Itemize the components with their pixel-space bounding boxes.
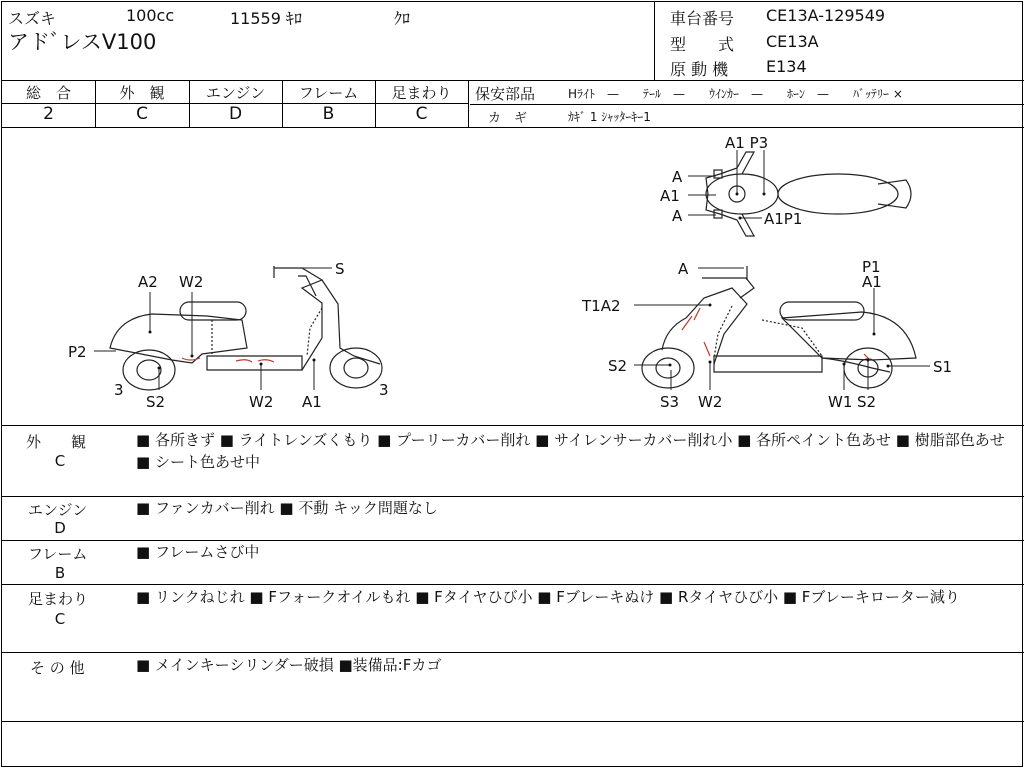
- type-value: CE13A: [766, 32, 819, 51]
- label-top-A-lower: A: [672, 207, 683, 225]
- displacement: 100cc: [126, 6, 175, 25]
- label-right-W2: W2: [698, 393, 723, 411]
- inspection-sheet: [1, 1, 1023, 767]
- label-left-A2: A2: [138, 273, 158, 291]
- mileage: 11559 ｷﾛ: [230, 9, 302, 28]
- section-line: [2, 652, 1024, 653]
- frame-grade: B: [322, 104, 335, 124]
- frame-section-grade: B: [54, 564, 66, 582]
- label-right-S2b: S2: [857, 393, 877, 411]
- safety-items: Hﾗｲﾄ — ﾃｰﾙ — ｳｲﾝｶｰ — ﾎｰﾝ — ﾊﾞｯﾃﾘｰ ×: [568, 87, 903, 101]
- exterior-grade-label: 外 観: [119, 84, 165, 102]
- label-top-A1P3: A1 P3: [725, 134, 769, 152]
- damage-marks: [182, 308, 870, 362]
- key-label: カ ギ: [488, 111, 528, 126]
- header-divider: [654, 2, 655, 80]
- label-right-P1: P1: [862, 258, 881, 276]
- engine-grade: D: [228, 104, 243, 124]
- label-left-S2: S2: [146, 393, 166, 411]
- leader-lines: [94, 150, 930, 390]
- label-right-A: A: [678, 260, 689, 278]
- diagram-bottom-line: [2, 425, 1024, 426]
- exterior-grade: C: [136, 104, 148, 124]
- suspension-section-body: ■ リンクねじれ ■ Fフォークオイルもれ ■ Fタイヤひび小 ■ Fブレーキぬけ ■ Rタイヤひび小 ■ Fブレーキローター減り: [136, 588, 960, 606]
- label-right-T1A2: T1A2: [582, 297, 621, 315]
- damage-diagram: [2, 128, 1022, 424]
- grade-divider: [468, 80, 469, 127]
- overall-grade-label: 総 合: [25, 84, 71, 102]
- label-left-S: S: [335, 260, 345, 278]
- label-right-W1: W1: [828, 393, 853, 411]
- engine-section-body: ■ ファンカバー削れ ■ 不動 キック問題なし: [136, 499, 438, 517]
- overall-grade: 2: [43, 104, 54, 124]
- safety-mid-line: [470, 104, 1024, 105]
- safety-label: 保安部品: [475, 85, 536, 103]
- suspension-grade: C: [415, 104, 428, 124]
- label-top-A1P1: A1P1: [764, 210, 803, 228]
- suspension-section-title: 足まわり: [28, 590, 89, 608]
- engine-section-title: エンジン: [28, 501, 88, 519]
- label-left-W2b: W2: [249, 393, 274, 411]
- type-label: 型 式: [670, 35, 735, 54]
- label-top-A1: A1: [660, 187, 680, 205]
- suspension-section-grade: C: [54, 610, 66, 628]
- label-left-A1: A1: [302, 393, 322, 411]
- label-left-W2: W2: [179, 273, 204, 291]
- label-right-S2: S2: [608, 357, 628, 375]
- engine-type-value: E134: [766, 57, 807, 76]
- color: ｸﾛ: [394, 9, 411, 28]
- label-left-3b: 3: [379, 381, 389, 399]
- engine-grade-label: エンジン: [205, 84, 266, 102]
- engine-section-grade: D: [54, 519, 66, 537]
- label-right-A1: A1: [862, 273, 882, 291]
- other-section-body: ■ メインキーシリンダー破損 ■装備品:Fカゴ: [136, 656, 442, 674]
- label-right-S1: S1: [933, 358, 953, 376]
- suspension-grade-label: 足まわり: [391, 84, 452, 102]
- label-left-P2: P2: [68, 343, 87, 361]
- exterior-section-body: ■ 各所きず ■ ライトレンズくもり ■ プーリーカバー削れ ■ サイレンサーカバー削れ小 ■ 各所ペイント色あせ ■ 樹脂部色あせ ■ シート色あせ中: [136, 431, 1005, 471]
- maker: スズキ: [8, 9, 57, 28]
- section-line: [2, 721, 1024, 722]
- frame-no: CE13A-129549: [766, 6, 886, 25]
- exterior-section-grade: C: [54, 452, 66, 470]
- other-section-title: そ の 他: [30, 659, 85, 677]
- header-bottom-line: [2, 80, 1024, 81]
- exterior-section-title: 外 観: [26, 433, 87, 451]
- engine-type-label: 原 動 機: [670, 60, 729, 79]
- frame-section-body: ■ フレームさび中: [136, 543, 260, 561]
- frame-grade-label: フレーム: [298, 84, 359, 102]
- section-line: [2, 584, 1024, 585]
- frame-section-title: フレーム: [28, 545, 88, 563]
- frame-no-label: 車台番号: [670, 9, 735, 28]
- model-name: アドﾞレスV100: [8, 30, 157, 54]
- label-top-A-upper: A: [672, 168, 683, 186]
- label-right-S3: S3: [660, 393, 680, 411]
- key-info: ｶｷﾞ 1 ｼｬｯﾀｰｷｰ1: [568, 110, 651, 124]
- label-left-3a: 3: [114, 381, 124, 399]
